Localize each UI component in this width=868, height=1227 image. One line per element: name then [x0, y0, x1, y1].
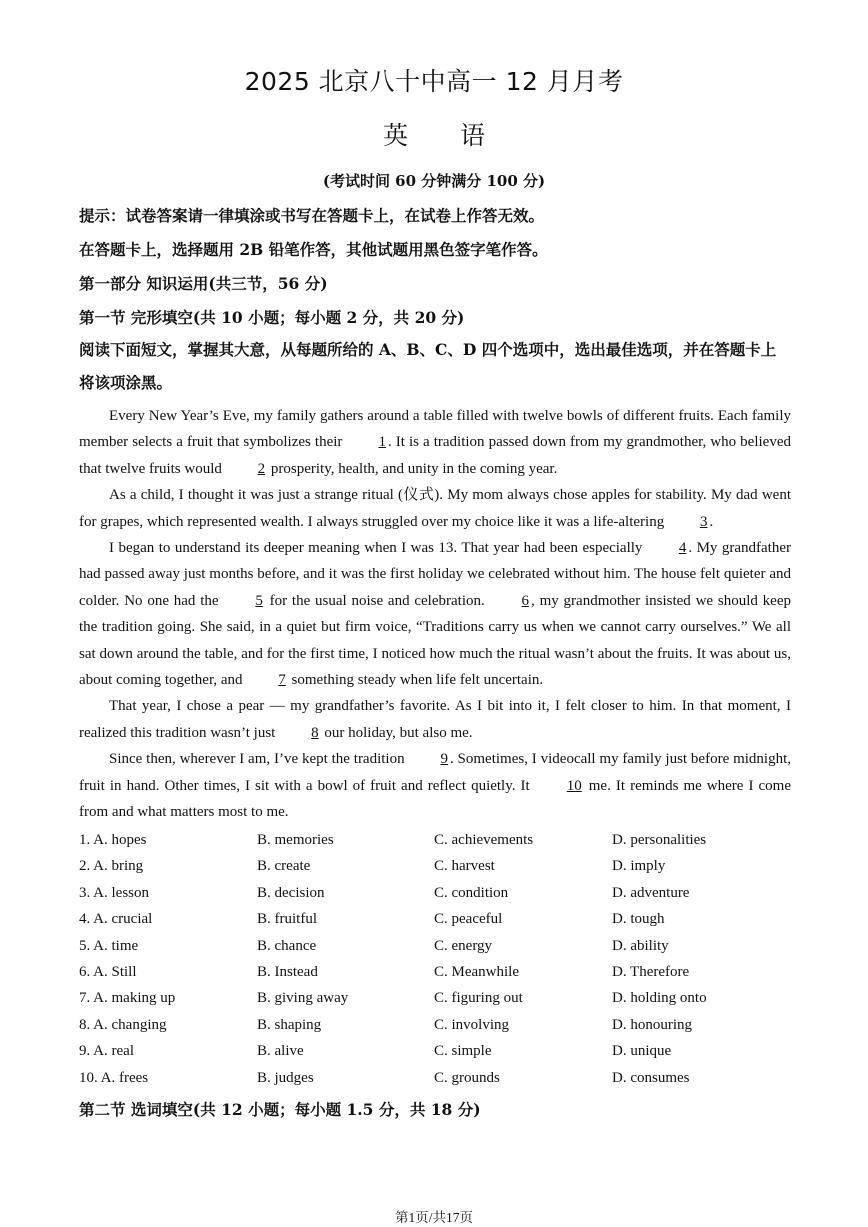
option-c: C. simple [434, 1043, 492, 1060]
passage-text: prosperity, health, and unity in the coming year. [267, 460, 558, 477]
option-c: C. involving [434, 1016, 510, 1033]
passage-text: As a child, I thought it was just a strange ritual (仪式). My mom always chose apples for stability. My dad went for grapes, which represented wealth. I always struggled over my choice like it was a life-altering [79, 487, 791, 530]
blank-4: 4 [678, 540, 687, 557]
option-c: C. achievements [434, 832, 534, 848]
option-row [79, 961, 791, 987]
option-d: D. consumes [612, 1069, 690, 1086]
option-a: 5. A. time [79, 937, 139, 954]
passage-text: . My grandfather had passed away just months before, and it was the first holiday we celebrated without him. The house felt quieter and colder. No one had the [79, 540, 791, 609]
notice-line-2: 在答题卡上，选择题用 2B 铅笔作答，其他试题用黑色签字笔作答。 [79, 240, 548, 259]
option-c: C. figuring out [434, 990, 523, 1007]
passage-text: I began to understand its deeper meaning when I was 13. That year had been especially [109, 540, 647, 557]
passage-paragraph [79, 482, 791, 535]
notice-line-1: 提示：试卷答案请一律填涂或书写在答题卡上，在试卷上作答无效。 [79, 206, 545, 225]
option-row [79, 1014, 791, 1040]
blank-6: 6 [521, 592, 530, 609]
option-b: B. shaping [257, 1016, 322, 1033]
cloze-instruction: 阅读下面短文，掌握其大意，从每题所给的 A、B、C、D 四个选项中，选出最佳选项，并在答题卡上将该项涂黑。 [79, 340, 777, 392]
option-d: D. imply [612, 858, 666, 875]
option-c: C. energy [434, 937, 493, 954]
option-row [79, 1067, 791, 1093]
blank-3: 3 [699, 513, 708, 530]
option-d: D. honouring [612, 1016, 692, 1033]
blank-7: 7 [278, 672, 286, 689]
option-row [79, 1040, 791, 1066]
option-b: B. memories [257, 832, 334, 848]
option-a: 3. A. lesson [79, 884, 150, 901]
passage-text: our holiday, but also me. [320, 724, 473, 741]
option-b: B. chance [257, 937, 317, 954]
option-b: B. Instead [257, 963, 318, 980]
option-c: C. Meanwhile [434, 963, 519, 980]
cloze-passage [79, 403, 791, 826]
blank-5: 5 [255, 592, 263, 609]
option-b: B. judges [257, 1069, 314, 1086]
option-b: B. decision [257, 884, 325, 901]
subject-char-1: 英 [382, 121, 408, 150]
option-row [79, 855, 791, 881]
option-d: D. holding onto [612, 990, 707, 1007]
option-a: 2. A. bring [79, 858, 144, 875]
option-row [79, 987, 791, 1013]
passage-paragraph [79, 693, 791, 746]
option-a: 8. A. changing [79, 1016, 167, 1033]
option-d: D. ability [612, 937, 669, 954]
option-c: C. grounds [434, 1069, 500, 1086]
passage-text: me. It reminds me where I come from and what matters most to me. [79, 777, 791, 821]
option-b: B. alive [257, 1043, 304, 1060]
option-c: C. harvest [434, 858, 495, 875]
passage-text: That year, I chose a pear — my grandfather’s favorite. As I bit into it, I felt closer to him. In that moment, I realized this tradition wasn’t just [79, 698, 791, 741]
blank-8: 8 [311, 724, 319, 741]
blank-2: 2 [257, 460, 266, 477]
passage-paragraph [79, 535, 791, 693]
option-row [79, 908, 791, 934]
option-a: 4. A. crucial [79, 911, 153, 928]
option-a: 9. A. real [79, 1043, 134, 1060]
option-a: 7. A. making up [79, 990, 176, 1007]
passage-text: something steady when life felt uncertain. [287, 672, 544, 689]
exam-time-info: (考试时间 60 分钟满分 100 分) [322, 172, 546, 190]
blank-9: 9 [440, 751, 448, 768]
subject-title [0, 116, 868, 152]
option-d: D. tough [612, 911, 665, 928]
option-a: 10. A. frees [79, 1069, 149, 1086]
section1-heading: 第一节 完形填空(共 10 小题；每小题 2 分，共 20 分) [79, 308, 465, 327]
exam-title: 2025 北京八十中高一 12 月月考 [244, 67, 624, 96]
option-d: D. Therefore [612, 963, 690, 980]
option-b: B. create [257, 858, 311, 875]
option-a: 1. A. hopes [79, 832, 147, 848]
section2-heading: 第二节 选词填空(共 12 小题；每小题 1.5 分，共 18 分) [79, 1100, 481, 1119]
option-row [79, 935, 791, 961]
option-row [79, 829, 791, 855]
passage-paragraph [79, 746, 791, 825]
option-a: 6. A. Still [79, 963, 137, 980]
option-d: D. adventure [612, 884, 690, 901]
passage-text: . Sometimes, I videocall my family just before midnight, fruit in hand. Other times, I sit with a bowl of fruit and reflect quietly. It [79, 751, 791, 794]
page-number: 第1页/共17页 [394, 1210, 473, 1225]
option-row [79, 882, 791, 908]
answer-options [79, 829, 791, 1093]
blank-10: 10 [566, 777, 582, 794]
passage-text: , my grandmother insisted we should keep the tradition going. She said, in a quiet but firm voice, “Traditions carry us when we cannot carry ourselves.” We all sat down around the table, and for the first time, I noticed how much the ritual wasn’t about the fruits. It was about us, about coming together, and [79, 592, 791, 689]
option-d: D. unique [612, 1043, 672, 1060]
passage-text: for the usual noise and celebration. [264, 592, 490, 609]
option-b: B. giving away [257, 990, 349, 1007]
passage-paragraph [79, 403, 791, 482]
option-d: D. personalities [612, 832, 707, 848]
passage-text: Since then, wherever I am, I’ve kept the tradition [109, 751, 409, 768]
passage-text: . [709, 513, 714, 530]
blank-1: 1 [378, 434, 386, 451]
option-b: B. fruitful [257, 911, 317, 928]
part1-heading: 第一部分 知识运用(共三节，56 分) [79, 274, 328, 293]
passage-text: Every New Year’s Eve, my family gathers around a table filled with twelve bowls of different fruits. Each family member selects a fruit that symbolizes their [79, 408, 791, 451]
subject-char-2: 语 [460, 121, 486, 150]
passage-text: . It is a tradition passed down from my grandmother, who believed that twelve fruits would [79, 434, 791, 477]
option-c: C. condition [434, 884, 509, 901]
option-c: C. peaceful [434, 911, 503, 928]
